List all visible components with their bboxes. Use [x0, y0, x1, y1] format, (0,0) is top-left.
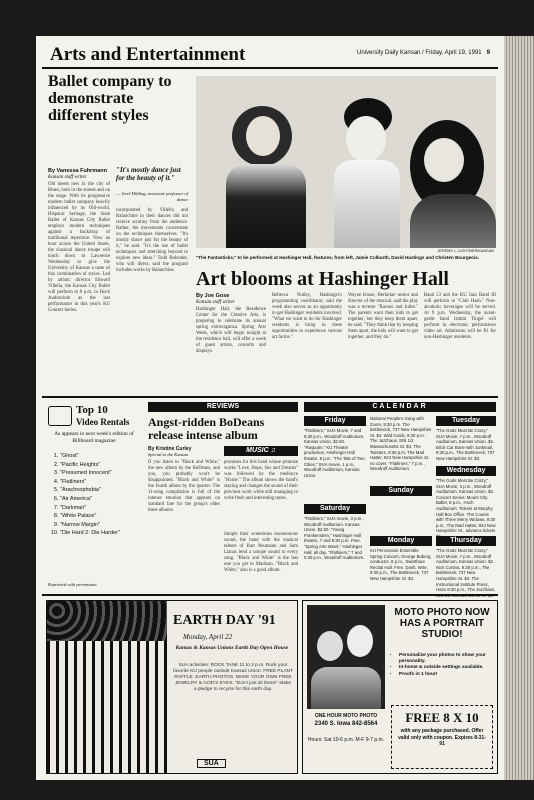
- top10-item: 2. "Pacific Heights": [60, 461, 148, 470]
- actor-face-left: [246, 116, 280, 156]
- mid-rule: [42, 396, 498, 398]
- forest-canopy: [47, 601, 167, 641]
- top10-item: 1. "Ghost": [60, 452, 148, 461]
- ballet-role: Kansan staff writer: [48, 175, 87, 180]
- earth-day-ad: [46, 600, 298, 774]
- calendar-day-tuesday: Tuesday: [436, 416, 496, 426]
- art-headline: Art blooms at Hashinger Hall: [196, 268, 449, 290]
- actor-body-left: [226, 164, 306, 248]
- calendar-bar: CALENDAR: [304, 402, 496, 412]
- earth-day-sponsors: Kansas & Kansas Unions Earth Day Open House: [175, 645, 289, 651]
- earth-day-activities: SUA activities: ROCK TANK 11 to 2 p.m. Rock your favorite KU people outside Kansas Union. FREE PLANT RAFFLE. EARTH PHOTOS. MAKE YOUR OWN FREE JEWELRY & GOD'S EYES. "Don't just sit there!" Make a pledge to recycle for this earth day.: [173, 663, 293, 692]
- calendar-monday-items: KU Percussion Ensemble Spring Concert, George Boberg, conductor, 8 p.m., Swarthout Recital Hall. Free. Dash, Wire, 9:30 p.m., The Bottleneck, 737 New Hampshire St. $4.: [370, 548, 432, 581]
- calendar-wednesday-items: "The Gods Must Be Crazy," SUA Movie, 3 p.m., Woodruff Auditorium, Kansas Union. $2. Concert Series: Mount City Ballet, 8 p.m., Hoch Auditorium. Tickets at Murphy Hall Box Office. The Counts with Three Merry Widows, 9:30 p.m., The Mad Hatter, 924 New Hampshire St., advance tickets: [436, 478, 496, 534]
- portrait-bodies: [311, 667, 381, 709]
- moto-hours: Hours: Sat 10-6 p.m. M-F 9-7 p.m.: [307, 737, 385, 743]
- top10-item: 10. "Die Hard 2: Die Harder": [60, 529, 148, 538]
- top10-item: 9. "Narrow Margin": [60, 521, 148, 530]
- art-body-4: Band 53 and the KU Jazz Band III will perform in "Club Hash." Non-alcoholic beverages will be served. At 9 p.m. Wednesday, the avant-garde band Ishtim Tingel will perform in electronic performance video art. Admission will be $1 for non-Hashinger residents.: [424, 293, 496, 340]
- portrait-face-woman: [347, 625, 373, 657]
- top10-item: 3. "Presumed Innocent": [60, 469, 148, 478]
- calendar-day-thursday: Thursday: [436, 536, 496, 546]
- top10-item: 8. "White Palace": [60, 512, 148, 521]
- earth-day-date: Monday, April 22: [183, 633, 233, 641]
- calendar-day-monday: Monday: [370, 536, 432, 546]
- moto-photo-ad: [302, 600, 498, 774]
- calendar-saturday-items: "Flatliners," SUA movie, 3 p.m., Woodruff Auditorium. Kansas Union. $2.50. "Young Frankenstein," Hashinger Hall theatre, 7 and 9:30 p.m. Free. "Spring Arts Week," Hashinger Hall, all day. "Flatliners," 7 and 9:30 p.m., Woodruff Auditorium.: [304, 516, 365, 561]
- top10-credit: Reprinted with permission: [48, 582, 97, 587]
- moto-photo-bullets: [389, 653, 503, 678]
- calendar-day-sunday: Sunday: [370, 486, 432, 496]
- moto-address: 2340 S. Iowa 842-8564: [314, 721, 378, 727]
- portrait-face-man: [317, 631, 343, 661]
- top10-note: As appears in next week's edition of Billboard magazine: [54, 431, 134, 444]
- reviews-bar: REVIEWS: [148, 402, 298, 412]
- top10-item: 4. "Flatliners": [60, 478, 148, 487]
- dateline: University Daily Kansan / Friday, April 19, 1991 9: [357, 50, 490, 56]
- moto-photo-headline: MOTO PHOTO NOW HAS A PORTRAIT STUDIO!: [394, 607, 490, 640]
- calendar-day-wednesday: Wednesday: [436, 466, 496, 476]
- reviews-role: Special to the Kansan: [148, 452, 189, 457]
- reviews-headline: Angst-ridden BoDeans release intense album: [148, 415, 265, 442]
- art-body-3: Wayne Kruse, Herkimer senior and director of the musical, said the play was a reverse "Romeo and Juliet." The parents want their kids to get together, but they keep them apart, he said. "They think that by keeping them apart, the kids will want to get together, and they do.": [348, 293, 418, 340]
- top10-title: Top 10: [76, 404, 108, 416]
- portrait-photo: [307, 605, 385, 709]
- ballet-body-1: Old meets new in the city of Blues, both in the streets and on the stage. With its progressive modern ballet company heavily influenced by its Old-world, Hispanic heritage, the State Ballet of Kansas City Ballet employs modern techniques against a backdrop of traditional repertoire. Now an hour across the United States, the classical dance troupe will touch down at Lawrence Wednesday to give the University of Kansas a taste of this combination of styles. Led by artistic director Edward Villella, the Kansas City Ballet will perform at 8 p.m. in Hoch Auditorium as the last performance in this year's KU Concert Series.: [48, 182, 110, 313]
- ballet-byline: By Vanessa Fuhrmann: [48, 168, 107, 174]
- tv-icon: [48, 406, 72, 426]
- photo-credit: JEREMY L. LIGHTNER/KANSAN: [437, 249, 494, 253]
- reviews-body-3: Simple their sometimes monotonous sound, the band with the musical talents of Bart Neumann and Sam Llanas lend a unique sound to every song. "Black and White" is the last one you get to Madison. "Black and White," also is a good album.: [224, 532, 298, 573]
- section-title: Arts and Entertainment: [50, 44, 246, 65]
- fantasticks-photo: [196, 76, 496, 248]
- earth-day-title: EARTH DAY '91: [173, 613, 276, 628]
- moto-bullet: • Proofs in 1 hour!: [399, 672, 503, 678]
- moto-store-name: ONE HOUR MOTO PHOTO: [314, 713, 378, 719]
- music-label: MUSIC ♫: [224, 446, 298, 456]
- calendar-thursday-items: "The Gods Must Be Crazy," SUA Movie, 7 p.m., Woodruff Auditorium, Kansas Union. $2. Nick Cortina, 9:30 p.m., The Bottleneck, 737 New Hampshire St. $3. The Instructional Institute Press, Haze 8:30 p.m., The Jazzhaus,: [436, 548, 496, 593]
- lower-rule: [42, 594, 498, 596]
- ballet-pullquote: "It's mostly dance just for the beauty of it.": [116, 166, 181, 182]
- top10-item: 6. "Air America": [60, 495, 148, 504]
- moto-bullet: • In-home & outside settings available.: [399, 665, 503, 671]
- top10-subtitle: Video Rentals: [76, 417, 130, 427]
- calendar-sunday-items: National People's Gang with Zoom, 9:30 p.m. The Bottleneck, 737 New Hampshire St. $4. Wild Cards, 9:30 p.m. The Jazzhaus, 926 1/2 Massachusetts St. $4. The Twisters, 9:30 p.m. The Mad Hatter, 924 New Hampshire St. no cover. "Flatliners," 7 p.m., Woodruff Auditorium.: [370, 416, 432, 472]
- photo-caption: "The Fantasticks," to be performed at Hashinger Hall, features, from left, Jamie Culburth, David Hastings and Christen Bourgeois.: [196, 255, 480, 260]
- top10-item: 7. "Darkman": [60, 504, 148, 513]
- calendar-day-saturday: Saturday: [304, 504, 366, 514]
- art-body-1: Hashinger Hall, the Residence Center for the Creative Arts, is preparing to celebrate its annual spring extravaganza. Spring Arts Week, which will begin tonight at the residence hall, will offer a week of guest artists, concerts and displays.: [196, 307, 266, 354]
- top10-item: 5. "Arachnophobia": [60, 486, 148, 495]
- newspaper-page: [36, 36, 504, 780]
- calendar-friday-items: "Flatliners," SUA Movie, 7 and 9:30 p.m., Woodruff Auditorium, Kansas Union, $2.50. "Rasputin," KU Theatre production, Hashinger Hall theatre, 8 p.m. "The Tale of Two Cities," SUA movie, 1 p.m., Woodruff Auditorium, Kansas Union.: [304, 428, 365, 478]
- art-body-2: Rebecca Nutley, Hashinger's programming coordinator, said the week also serves as an opportunity to get Hashinger residents involved. "What we want to do for Hashinger residents is bring in these opportunities to experience various art forms.": [272, 293, 342, 340]
- ballet-body-2: incorporated by Villella and Balanchine in their dances did not receive scrutiny from the audience. Rather, the movements concentrate on the techniques themselves. "It's mostly dance just for the beauty of it," he said. "It's the use of ballet techniques and stretching beyond to explore new ideas." Todd Bolender, who will direct, said the program includes works by Balanchine.: [116, 208, 188, 273]
- calendar-tuesday-items: "The Gods Must Be Crazy," SUA Movie, 7 p.m., Woodruff Auditorium, Kansas Union. $2. Brick Car Bone with Junkmail, 9:30 p.m., The Bottleneck, 737 New Hampshire St. $3.: [436, 428, 495, 461]
- ballet-headline: Ballet company to demonstrate different styles: [48, 73, 172, 124]
- coupon-box[interactable]: [391, 705, 493, 769]
- reviews-body-1: If you listen to "Black and White," the new album by the BoDeans, and you, you probably won't be disappointed. "Black and White" is the fourth album by the quartet. The 11-song compilation is full of the intense emotion that appears on standard fare for the group's older three albums.: [148, 460, 220, 513]
- calendar-day-friday: Friday: [304, 416, 366, 426]
- actor-face-right: [424, 138, 464, 182]
- top10-list: [46, 452, 148, 538]
- art-byline: By Joe Gose: [196, 293, 230, 299]
- ballet-pull-attribution: — Jerel Hilding, associate professor of dance: [116, 191, 188, 202]
- page-edge: [504, 36, 534, 780]
- actor-face-middle: [346, 116, 386, 162]
- reviews-byline: By Kristine Curley: [148, 446, 192, 452]
- sua-logo: SUA: [197, 759, 226, 768]
- moto-bullet: • Personalize your photos to show your personality.: [399, 653, 503, 665]
- masthead-rule: [42, 67, 498, 69]
- top10-box: [46, 404, 142, 592]
- coupon-title: FREE 8 X 10: [405, 710, 479, 725]
- art-role: Kansan staff writer: [196, 300, 235, 305]
- actor-body-middle: [334, 160, 400, 248]
- actor-body-right: [410, 194, 496, 248]
- reviews-body-2: promises for this band whose promise works "Love, Hope, Sex and Dreams" was followed by the mediocre "Home." The album shows the band's staying and changes the sound of their previous work while still managing to write fresh and interesting tunes.: [224, 460, 298, 501]
- coupon-terms: with any package purchased. Offer valid only with coupon. Expires 8-31-91: [398, 728, 486, 747]
